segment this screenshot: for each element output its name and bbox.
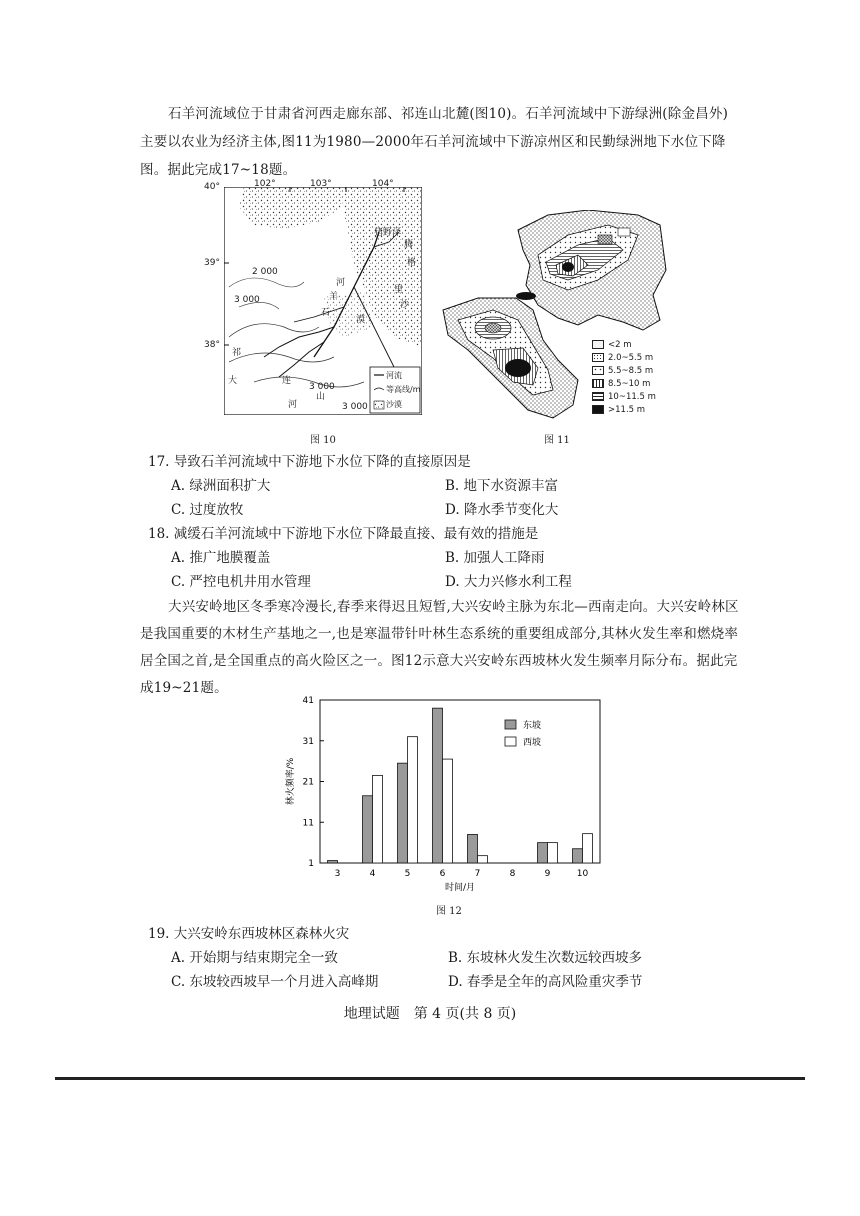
question-19-option-d[interactable]: D. 春季是全年的高风险重灾季节: [448, 974, 643, 990]
legend-label-west: 西坡: [523, 738, 542, 748]
swatch: [592, 392, 604, 401]
legend-label: 10~11.5 m: [608, 391, 656, 402]
figure-10-map: [204, 179, 422, 415]
place-label: 沙: [400, 300, 410, 310]
bar-west-slope: [548, 843, 558, 863]
place-label: 羊: [329, 292, 339, 302]
x-tick-label: 6: [439, 869, 446, 879]
legend-item: [592, 338, 656, 351]
contour-label: 3 000: [309, 382, 335, 392]
question-17-option-c[interactable]: C. 过度放牧: [171, 502, 244, 518]
place-label: 祁: [232, 348, 242, 358]
bar-east-slope: [363, 796, 373, 863]
bar-east-slope: [433, 708, 443, 863]
legend-river: 河流: [386, 371, 402, 380]
bar-west-slope: [478, 856, 488, 863]
place-label: 河: [336, 278, 346, 288]
lat-label-40: 40°: [204, 182, 220, 192]
place-label: 格: [407, 258, 417, 268]
swatch: [592, 379, 604, 388]
legend-label: 8.5~10 m: [608, 378, 651, 389]
place-label: 漠: [356, 315, 366, 325]
bar-east-slope: [328, 861, 338, 863]
y-tick-label: 41: [302, 696, 314, 706]
contour-label: 3 000: [342, 402, 368, 412]
swatch: [592, 405, 604, 414]
x-tick-label: 7: [474, 869, 481, 879]
place-label: 石: [321, 308, 331, 318]
legend-item: [592, 403, 656, 416]
bottom-rule: [55, 1077, 805, 1080]
x-tick-label: 9: [544, 869, 551, 879]
swatch: [592, 353, 604, 362]
figure-10-caption: 图 10: [310, 435, 336, 446]
legend-item: [592, 364, 656, 377]
lat-label-39: 39°: [204, 258, 220, 268]
figure-12-caption: 图 12: [436, 906, 462, 917]
place-label-zhuyeze: 猪野泽: [374, 228, 402, 238]
bar-west-slope: [583, 834, 593, 863]
question-19-stem: 19. 大兴安岭东西坡林区森林火灾: [148, 926, 350, 942]
bar-west-slope: [443, 759, 453, 863]
x-tick-label: 5: [404, 869, 411, 879]
bar-west-slope: [408, 737, 418, 863]
legend-swatch-west: [505, 737, 516, 746]
question-17-option-b[interactable]: B. 地下水资源丰富: [445, 478, 559, 494]
plot-frame: [320, 700, 600, 863]
y-tick-label: 11: [302, 818, 314, 829]
question-17-stem: 17. 导致石羊河流域中下游地下水位下降的直接原因是: [148, 454, 471, 470]
lon-label-102: 102°: [254, 179, 276, 189]
y-axis-label: 林火频率/%: [286, 757, 296, 806]
bar-east-slope: [468, 834, 478, 863]
legend-item: [592, 377, 656, 390]
page-footer: 地理试题 第 4 页(共 8 页): [343, 1006, 517, 1022]
y-tick-label: 21: [302, 777, 314, 788]
lon-label-103: 103°: [310, 179, 332, 189]
place-label: 里: [394, 285, 404, 295]
legend-label: 2.0~5.5 m: [608, 352, 654, 363]
legend-label-east: 东坡: [523, 721, 542, 731]
question-18-stem: 18. 减缓石羊河流域中下游地下水位下降最直接、最有效的措施是: [148, 526, 539, 542]
question-18-option-a[interactable]: A. 推广地膜覆盖: [171, 550, 271, 566]
figure-12-chart: [275, 690, 615, 900]
question-19-option-c[interactable]: C. 东坡较西坡早一个月进入高峰期: [171, 974, 379, 990]
question-17-option-d[interactable]: D. 降水季节变化大: [445, 502, 559, 518]
contour-label: 2 000: [252, 267, 278, 277]
place-label: 山: [316, 392, 326, 402]
x-tick-label: 8: [509, 869, 516, 879]
contour-label: 3 000: [234, 295, 260, 305]
fire-frequency-bar-chart: [275, 690, 615, 900]
lat-label-38: 38°: [204, 340, 220, 350]
figure-11-legend: [592, 338, 656, 416]
place-label: 河: [288, 400, 298, 410]
legend-item: [592, 390, 656, 403]
figure-11-caption: 图 11: [544, 435, 570, 446]
x-tick-label: 10: [576, 869, 589, 879]
question-18-option-b[interactable]: B. 加强人工降雨: [445, 550, 545, 566]
y-tick-label: 31: [302, 736, 314, 747]
legend-contour: 等高线/m: [386, 385, 421, 394]
x-tick-label: 4: [369, 869, 376, 879]
question-17-option-a[interactable]: A. 绿洲面积扩大: [171, 478, 271, 494]
y-tick-label: 1: [308, 859, 314, 869]
bar-east-slope: [398, 763, 408, 863]
question-18-option-d[interactable]: D. 大力兴修水利工程: [445, 574, 572, 590]
legend-item: [592, 351, 656, 364]
intro-paragraph-2: 大兴安岭地区冬季寒冷漫长,春季来得迟且短暂,大兴安岭主脉为东北—西南走向。大兴安岭林区是我国重要的木材生产基地之一,也是寒温带针叶林生态系统的重要组成部分,其林火发生率和燃烧率居全国之首,是全国重点的高火险区之一。图12示意大兴安岭东西坡林火发生频率月际分布。据此完成19~21题。: [140, 599, 739, 696]
legend-label: <2 m: [608, 339, 632, 350]
question-19-option-a[interactable]: A. 开始期与结束期完全一致: [171, 950, 338, 966]
bar-east-slope: [573, 849, 583, 863]
place-label: 连: [282, 376, 292, 386]
place-label: 大: [228, 376, 238, 386]
legend-label: 5.5~8.5 m: [608, 365, 654, 376]
legend-label: >11.5 m: [608, 404, 646, 415]
bar-west-slope: [373, 775, 383, 863]
question-18-option-c[interactable]: C. 严控电机井用水管理: [171, 574, 311, 590]
x-axis-label: 时间/月: [444, 883, 476, 893]
legend-desert: 沙漠: [386, 400, 402, 409]
bar-east-slope: [538, 843, 548, 863]
place-label: 腾: [404, 240, 414, 250]
swatch: [592, 366, 604, 375]
legend-swatch-east: [505, 720, 516, 729]
swatch: [592, 340, 604, 349]
x-tick-label: 3: [334, 869, 341, 879]
intro-paragraph-1: 石羊河流域位于甘肃省河西走廊东部、祁连山北麓(图10)。石羊河流域中下游绿洲(除金昌外)主要以农业为经济主体,图11为1980—2000年石羊河流域中下游凉州区和民勤绿洲地下水位下降图。据此完成17~18题。: [140, 106, 729, 178]
question-19-option-b[interactable]: B. 东坡林火发生次数远较西坡多: [448, 950, 643, 966]
lon-label-104: 104°: [372, 179, 394, 189]
